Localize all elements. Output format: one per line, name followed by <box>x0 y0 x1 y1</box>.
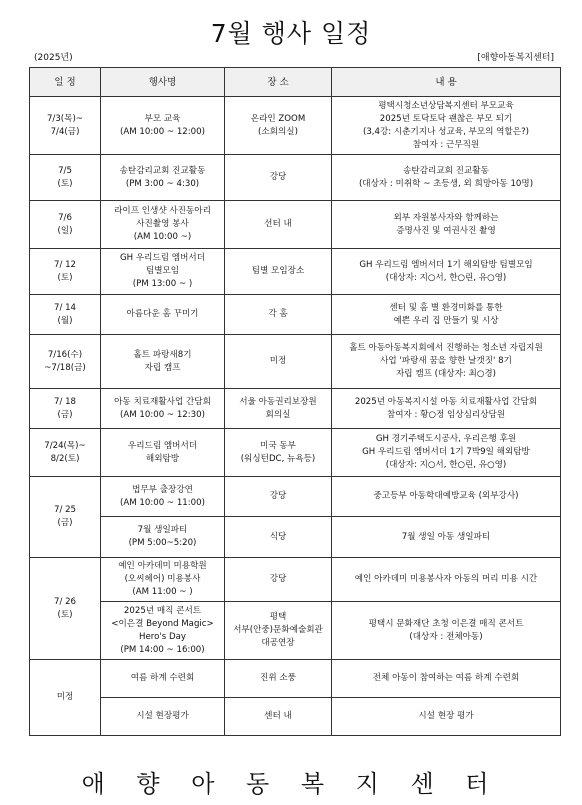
place-cell: 온라인 ZOOM (소회의실) <box>225 97 332 155</box>
table-row <box>30 517 561 558</box>
event-cell: 아름다운 홈 꾸미기 <box>101 295 225 335</box>
table-row <box>30 602 561 660</box>
content-cell: 평택시청소년상담복지센터 부모교육 2025년 토닥토닥 괜찮은 부모 되기 (3,4강: 시춘기지나 성교육, 부모의 역할은?) 참여자 : 근무직원 <box>332 97 561 155</box>
date-cell: 7/5 (토) <box>30 155 101 201</box>
content-cell: 2025년 아동복지시설 아동 치료재활사업 간담회 참여자 : 황○정 임상심리상담원 <box>332 389 561 429</box>
event-cell: 홀트 파랑새8기 자립 캠프 <box>101 335 225 389</box>
event-cell: 우리드림 엠버서더 해외탐방 <box>101 429 225 477</box>
event-cell: 부모 교육 (AM 10:00 ~ 12:00) <box>101 97 225 155</box>
event-cell: 송탄감리교회 진교활동 (PM 3:00 ~ 4:30) <box>101 155 225 201</box>
event-cell: 아동 치료재활사업 간담회 (AM 10:00 ~ 12:30) <box>101 389 225 429</box>
event-cell: 라이프 인생샷 사진동아리 사진촬영 봉사 (AM 10:00 ~) <box>101 201 225 249</box>
place-cell: 강당 <box>225 477 332 517</box>
place-cell: 평택 서부(안중)문화예술회관 대공연장 <box>225 602 332 660</box>
date-cell: 7/3(목)~ 7/4(금) <box>30 97 101 155</box>
place-cell: 선터 내 <box>225 201 332 249</box>
table-row <box>30 558 561 602</box>
event-cell: 7월 생일파티 (PM 5:00~5:20) <box>101 517 225 558</box>
date-cell: 7/ 18 (금) <box>30 389 101 429</box>
event-cell: 2025년 매직 콘서트 <이은결 Beyond Magic> Hero's Day (PM 14:00 ~ 16:00) <box>101 602 225 660</box>
page-title: 7월 행사 일정 <box>210 19 372 48</box>
col-header-date: 일 정 <box>30 68 101 97</box>
place-cell: 서울 아동권리보장원 회의실 <box>225 389 332 429</box>
table-row <box>30 201 561 249</box>
footer-org-name: 애 향 아 동 복 지 센 터 <box>81 770 501 798</box>
table-row <box>30 429 561 477</box>
content-cell: GH 우리드림 엠버서더 1기 해외탐방 팀별모임 (대상자: 지○서, 한○린, 유○영) <box>332 249 561 295</box>
table-row <box>30 97 561 155</box>
content-cell: 7월 생일 아동 생일파티 <box>332 517 561 558</box>
place-cell: 각 홈 <box>225 295 332 335</box>
schedule-table <box>29 67 561 736</box>
event-cell: 여름 하계 수련회 <box>101 660 225 698</box>
place-cell: 팀별 모임장소 <box>225 249 332 295</box>
content-cell: 홀트 아동아동복지회에서 진행하는 청소년 자립지원 사업 '파랑새 꿈을 향한 날갯짓' 8기 자립 캠프 (대상자: 최○경) <box>332 335 561 389</box>
table-row <box>30 389 561 429</box>
event-cell: 법무부 출장강연 (AM 10:00 ~ 11:00) <box>101 477 225 517</box>
col-header-content: 내 용 <box>332 68 561 97</box>
content-cell: GH 경기주택도시공사, 우리은행 후원 GH 우리드림 엠버서더 1기 7박9일 해외탐방 (대상자: 지○서, 한○린, 유○영) <box>332 429 561 477</box>
org-label: [애향아동복지센터] <box>477 53 554 63</box>
table-row <box>30 698 561 736</box>
content-cell: 전체 아동이 참여하는 여름 하계 수련회 <box>332 660 561 698</box>
event-cell: GH 우리드림 엠버서더 팀별모임 (PM 13:00 ~ ) <box>101 249 225 295</box>
table-row <box>30 295 561 335</box>
content-cell: 예인 아카데미 미용봉사자 아동의 머리 미용 시간 <box>332 558 561 602</box>
event-cell: 시설 현장평가 <box>101 698 225 736</box>
table-row <box>30 249 561 295</box>
place-cell: 센터 내 <box>225 698 332 736</box>
place-cell: 미정 <box>225 335 332 389</box>
content-cell: 시설 현장 평가 <box>332 698 561 736</box>
date-cell: 7/ 26 (토) <box>30 558 101 660</box>
content-cell: 센터 및 홈 별 환경미화를 통한 예쁜 우리 집 만들기 및 시상 <box>332 295 561 335</box>
col-header-place: 장 소 <box>225 68 332 97</box>
table-row <box>30 660 561 698</box>
place-cell: 식당 <box>225 517 332 558</box>
date-cell: 7/6 (일) <box>30 201 101 249</box>
content-cell: 외부 자원봉사자와 함께하는 증명사진 및 여권사진 촬영 <box>332 201 561 249</box>
place-cell: 강당 <box>225 558 332 602</box>
date-cell: 7/ 25 (금) <box>30 477 101 558</box>
year-label: (2025년) <box>34 53 73 63</box>
date-cell: 7/24(목)~ 8/2(토) <box>30 429 101 477</box>
date-cell: 미정 <box>30 660 101 736</box>
col-header-event: 행사명 <box>101 68 225 97</box>
place-cell: 진위 소풍 <box>225 660 332 698</box>
content-cell: 송탄감리교회 진교활동 (대상자 : 미취학 ~ 초등생, 외 희망아동 10명) <box>332 155 561 201</box>
place-cell: 미국 동부 (워싱턴DC, 뉴욕등) <box>225 429 332 477</box>
event-cell: 예인 아카데미 미용학원 (오씨헤어) 미용봉사 (AM 11:00 ~ ) <box>101 558 225 602</box>
table-row <box>30 155 561 201</box>
content-cell: 중고등부 아동학대예방교육 (외부강사) <box>332 477 561 517</box>
place-cell: 강당 <box>225 155 332 201</box>
table-row <box>30 335 561 389</box>
table-header-row <box>30 68 561 97</box>
content-cell: 평택시 문화재단 초청 이은결 매직 콘서트 (대상자 : 전체아동) <box>332 602 561 660</box>
table-row <box>30 477 561 517</box>
date-cell: 7/ 12 (토) <box>30 249 101 295</box>
date-cell: 7/16(수) ~7/18(금) <box>30 335 101 389</box>
date-cell: 7/ 14 (월) <box>30 295 101 335</box>
